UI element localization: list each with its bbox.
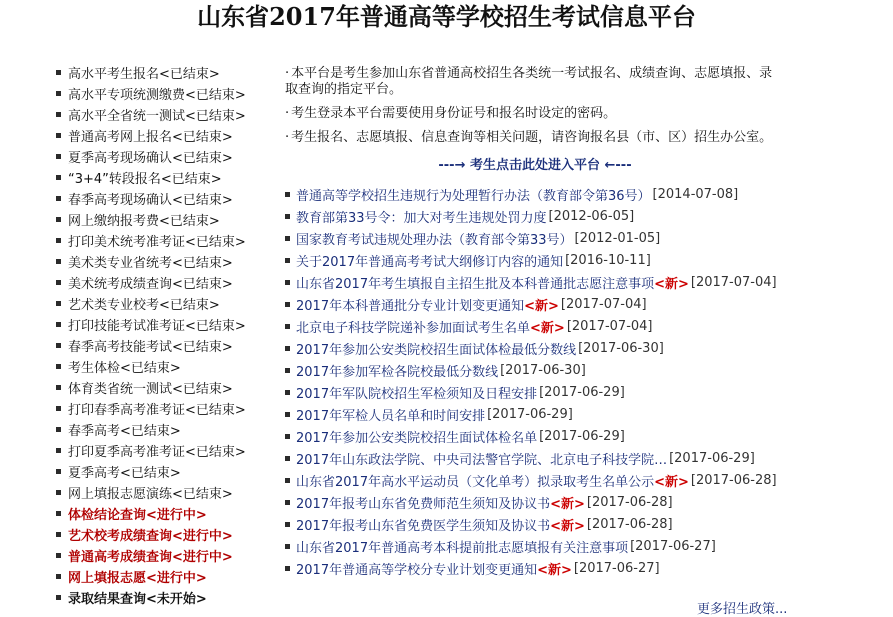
- news-date: [2017-06-28]: [586, 494, 673, 510]
- news-title: 2017年普通高等学校分专业计划变更通知: [296, 562, 538, 578]
- left-menu-item[interactable]: [56, 524, 276, 545]
- square-bullet-icon: [56, 259, 61, 264]
- left-menu-item[interactable]: [56, 461, 276, 482]
- left-menu-item-label: 体检结论查询<进行中>: [68, 508, 207, 523]
- news-item[interactable]: [285, 271, 785, 293]
- left-menu-item-label: 打印春季高考准考证<已结束>: [68, 403, 246, 418]
- left-menu-item[interactable]: [56, 83, 276, 104]
- news-title: 2017年参加军检各院校最低分数线: [296, 364, 499, 380]
- left-menu-item-label: 高水平全省统一测试<已结束>: [68, 109, 246, 124]
- news-date: [2017-06-29]: [539, 384, 625, 400]
- news-title: 山东省2017年高水平运动员（文化单考）拟录取考生名单公示: [296, 474, 655, 490]
- square-bullet-icon: [56, 112, 61, 117]
- news-item[interactable]: [285, 249, 785, 271]
- news-date: [2012-06-05]: [548, 208, 635, 224]
- left-menu-item-label: 春季高考技能考试<已结束>: [68, 340, 233, 355]
- left-menu-item-label: 美术统考成绩查询<已结束>: [68, 277, 233, 292]
- left-menu-item[interactable]: [56, 146, 276, 167]
- square-bullet-icon: [285, 456, 290, 461]
- square-bullet-icon: [56, 196, 61, 201]
- left-menu-item[interactable]: [56, 356, 276, 377]
- page-title: 山东省2017年普通高等学校招生考试信息平台: [197, 2, 696, 31]
- notice-bullet-icon: ·: [285, 66, 290, 81]
- square-bullet-icon: [56, 238, 61, 243]
- news-item[interactable]: [285, 557, 785, 579]
- square-bullet-icon: [56, 91, 61, 96]
- news-title: 山东省2017年普通高考本科提前批志愿填报有关注意事项: [296, 540, 629, 556]
- news-date: [2017-06-29]: [669, 450, 755, 466]
- left-menu-item-label: 打印夏季高考准考证<已结束>: [68, 445, 246, 460]
- left-menu-item-label: 录取结果查询<未开始>: [68, 592, 207, 607]
- new-badge: <新>: [654, 474, 689, 490]
- news-title: 2017年山东政法学院、中央司法警官学院、北京电子科技学院…: [296, 452, 668, 468]
- news-title: 2017年军检人员名单和时间安排: [296, 408, 486, 424]
- news-date: [2017-06-27]: [573, 560, 660, 576]
- news-item[interactable]: [285, 381, 785, 403]
- news-title: 2017年军队院校招生军检须知及日程安排: [296, 386, 538, 402]
- square-bullet-icon: [285, 324, 290, 329]
- news-title: 关于2017年普通高考考试大纲修订内容的通知: [296, 254, 564, 270]
- news-date: [2014-07-08]: [652, 186, 739, 202]
- square-bullet-icon: [56, 553, 61, 558]
- news-list: [285, 183, 785, 579]
- square-bullet-icon: [56, 595, 61, 600]
- left-menu-item[interactable]: [56, 104, 276, 125]
- main-content: [285, 66, 785, 579]
- left-menu-item[interactable]: [56, 377, 276, 398]
- news-item[interactable]: [285, 227, 785, 249]
- square-bullet-icon: [285, 346, 290, 351]
- square-bullet-icon: [285, 214, 290, 219]
- square-bullet-icon: [285, 566, 290, 571]
- left-menu-item-label: 艺术校考成绩查询<进行中>: [68, 529, 233, 544]
- left-menu-item[interactable]: [56, 482, 276, 503]
- square-bullet-icon: [285, 192, 290, 197]
- notice-bullet-icon: ·: [285, 106, 290, 121]
- more-policies-link[interactable]: 更多招生政策...: [697, 602, 788, 617]
- left-menu-item[interactable]: [56, 209, 276, 230]
- square-bullet-icon: [285, 368, 290, 373]
- news-date: [2017-06-29]: [539, 428, 625, 444]
- news-item[interactable]: [285, 205, 785, 227]
- square-bullet-icon: [56, 469, 61, 474]
- left-menu-item-label: 网上填报志愿<进行中>: [68, 571, 207, 586]
- news-title: 北京电子科技学院递补参加面试考生名单: [296, 320, 531, 336]
- left-menu-item[interactable]: [56, 566, 276, 587]
- news-date: [2017-06-30]: [578, 340, 664, 356]
- left-menu-item-label: 夏季高考<已结束>: [68, 466, 181, 481]
- news-item[interactable]: [285, 315, 785, 337]
- square-bullet-icon: [56, 511, 61, 516]
- square-bullet-icon: [285, 544, 290, 549]
- left-menu-item-label: 高水平专项统测缴费<已结束>: [68, 88, 246, 103]
- square-bullet-icon: [56, 217, 61, 222]
- news-title: 2017年参加公安类院校招生面试体检名单: [296, 430, 538, 446]
- news-item[interactable]: [285, 337, 785, 359]
- left-menu-item[interactable]: [56, 125, 276, 146]
- square-bullet-icon: [285, 302, 290, 307]
- left-menu-item[interactable]: [56, 251, 276, 272]
- left-menu-item-label: 普通高考成绩查询<进行中>: [68, 550, 233, 565]
- left-menu-item-label: 考生体检<已结束>: [68, 361, 181, 376]
- news-item[interactable]: [285, 359, 785, 381]
- left-menu-item[interactable]: [56, 188, 276, 209]
- left-menu-item[interactable]: [56, 545, 276, 566]
- square-bullet-icon: [56, 385, 61, 390]
- news-date: [2017-07-04]: [566, 318, 653, 334]
- left-menu-item[interactable]: [56, 167, 276, 188]
- square-bullet-icon: [56, 532, 61, 537]
- left-menu-item-label: 网上填报志愿演练<已结束>: [68, 487, 233, 502]
- notice-3: · 考生报名、志愿填报、信息查询等相关问题，请咨询报名县（市、区）招生办公室。: [285, 130, 773, 145]
- square-bullet-icon: [56, 154, 61, 159]
- news-title: 山东省2017年考生填报自主招生批及本科普通批志愿注意事项: [296, 276, 655, 292]
- left-menu-item[interactable]: [56, 587, 276, 608]
- square-bullet-icon: [56, 301, 61, 306]
- square-bullet-icon: [56, 490, 61, 495]
- news-title: 教育部第33号令：加大对考生违规处罚力度: [296, 210, 547, 226]
- square-bullet-icon: [56, 364, 61, 369]
- news-date: [2016-10-11]: [565, 252, 651, 268]
- news-item[interactable]: [285, 513, 785, 535]
- left-menu-item-label: 体育类省统一测试<已结束>: [68, 382, 233, 397]
- news-title: 普通高等学校招生违规行为处理暂行办法（教育部令第36号）: [296, 188, 651, 204]
- enter-platform-link[interactable]: ---→ 考生点击此处进入平台 ←---: [438, 158, 632, 173]
- square-bullet-icon: [56, 574, 61, 579]
- left-menu-item[interactable]: [56, 440, 276, 461]
- left-menu-item-label: 打印技能考试准考证<已结束>: [68, 319, 246, 334]
- square-bullet-icon: [56, 343, 61, 348]
- news-title: 2017年报考山东省免费医学生须知及协议书: [296, 518, 551, 534]
- left-menu: [56, 62, 276, 608]
- left-menu-item-label: 夏季高考现场确认<已结束>: [68, 151, 233, 166]
- square-bullet-icon: [285, 434, 290, 439]
- notice-1: · 本平台是考生参加山东省普通高校招生各类统一考试报名、成绩查询、志愿填报、录取查询的指定平台。: [285, 66, 773, 97]
- square-bullet-icon: [56, 448, 61, 453]
- news-item[interactable]: [285, 183, 785, 205]
- left-menu-item[interactable]: [56, 398, 276, 419]
- news-title: 2017年参加公安类院校招生面试体检最低分数线: [296, 342, 577, 358]
- left-menu-item-label: 网上缴纳报考费<已结束>: [68, 214, 220, 229]
- news-date: [2017-07-04]: [560, 296, 647, 312]
- square-bullet-icon: [285, 478, 290, 483]
- new-badge: <新>: [530, 320, 565, 336]
- left-menu-item-label: 高水平考生报名<已结束>: [68, 67, 220, 82]
- new-badge: <新>: [550, 496, 585, 512]
- news-item[interactable]: [285, 491, 785, 513]
- news-date: [2017-06-29]: [487, 406, 573, 422]
- news-date: [2017-06-27]: [630, 538, 716, 554]
- square-bullet-icon: [285, 258, 290, 263]
- square-bullet-icon: [56, 427, 61, 432]
- news-item[interactable]: [285, 293, 785, 315]
- left-menu-item-label: 打印美术统考准考证<已结束>: [68, 235, 246, 250]
- news-date: [2017-06-28]: [690, 472, 777, 488]
- left-menu-item-label: 春季高考现场确认<已结束>: [68, 193, 233, 208]
- news-date: [2012-01-05]: [574, 230, 661, 246]
- square-bullet-icon: [56, 406, 61, 411]
- new-badge: <新>: [654, 276, 689, 292]
- left-menu-item-label: 春季高考<已结束>: [68, 424, 181, 439]
- left-menu-item[interactable]: [56, 419, 276, 440]
- new-badge: <新>: [550, 518, 585, 534]
- left-menu-item[interactable]: [56, 272, 276, 293]
- news-title: 2017年报考山东省免费师范生须知及协议书: [296, 496, 551, 512]
- left-menu-item-label: “3+4”转段报名<已结束>: [68, 172, 222, 187]
- left-menu-item[interactable]: [56, 314, 276, 335]
- left-menu-item[interactable]: [56, 293, 276, 314]
- square-bullet-icon: [285, 500, 290, 505]
- square-bullet-icon: [56, 322, 61, 327]
- news-item[interactable]: [285, 447, 785, 469]
- left-menu-item-label: 普通高考网上报名<已结束>: [68, 130, 233, 145]
- news-date: [2017-07-04]: [690, 274, 777, 290]
- news-date: [2017-06-28]: [586, 516, 673, 532]
- square-bullet-icon: [56, 280, 61, 285]
- square-bullet-icon: [56, 133, 61, 138]
- square-bullet-icon: [285, 522, 290, 527]
- news-date: [2017-06-30]: [500, 362, 586, 378]
- news-item[interactable]: [285, 403, 785, 425]
- news-item[interactable]: [285, 535, 785, 557]
- square-bullet-icon: [56, 175, 61, 180]
- left-menu-item-label: 美术类专业省统考<已结束>: [68, 256, 233, 271]
- left-menu-item[interactable]: [56, 503, 276, 524]
- left-menu-item-label: 艺术类专业校考<已结束>: [68, 298, 220, 313]
- news-title: 2017年本科普通批分专业计划变更通知: [296, 298, 525, 314]
- left-menu-item[interactable]: [56, 230, 276, 251]
- new-badge: <新>: [537, 562, 572, 578]
- square-bullet-icon: [285, 236, 290, 241]
- square-bullet-icon: [56, 70, 61, 75]
- left-menu-item[interactable]: [56, 335, 276, 356]
- square-bullet-icon: [285, 390, 290, 395]
- news-item[interactable]: [285, 425, 785, 447]
- square-bullet-icon: [285, 412, 290, 417]
- left-menu-item[interactable]: [56, 62, 276, 83]
- notice-2: · 考生登录本平台需要使用身份证号和报名时设定的密码。: [285, 106, 617, 121]
- square-bullet-icon: [285, 280, 290, 285]
- news-title: 国家教育考试违规处理办法（教育部令第33号）: [296, 232, 573, 248]
- news-item[interactable]: [285, 469, 785, 491]
- notice-bullet-icon: ·: [285, 130, 290, 145]
- new-badge: <新>: [524, 298, 559, 314]
